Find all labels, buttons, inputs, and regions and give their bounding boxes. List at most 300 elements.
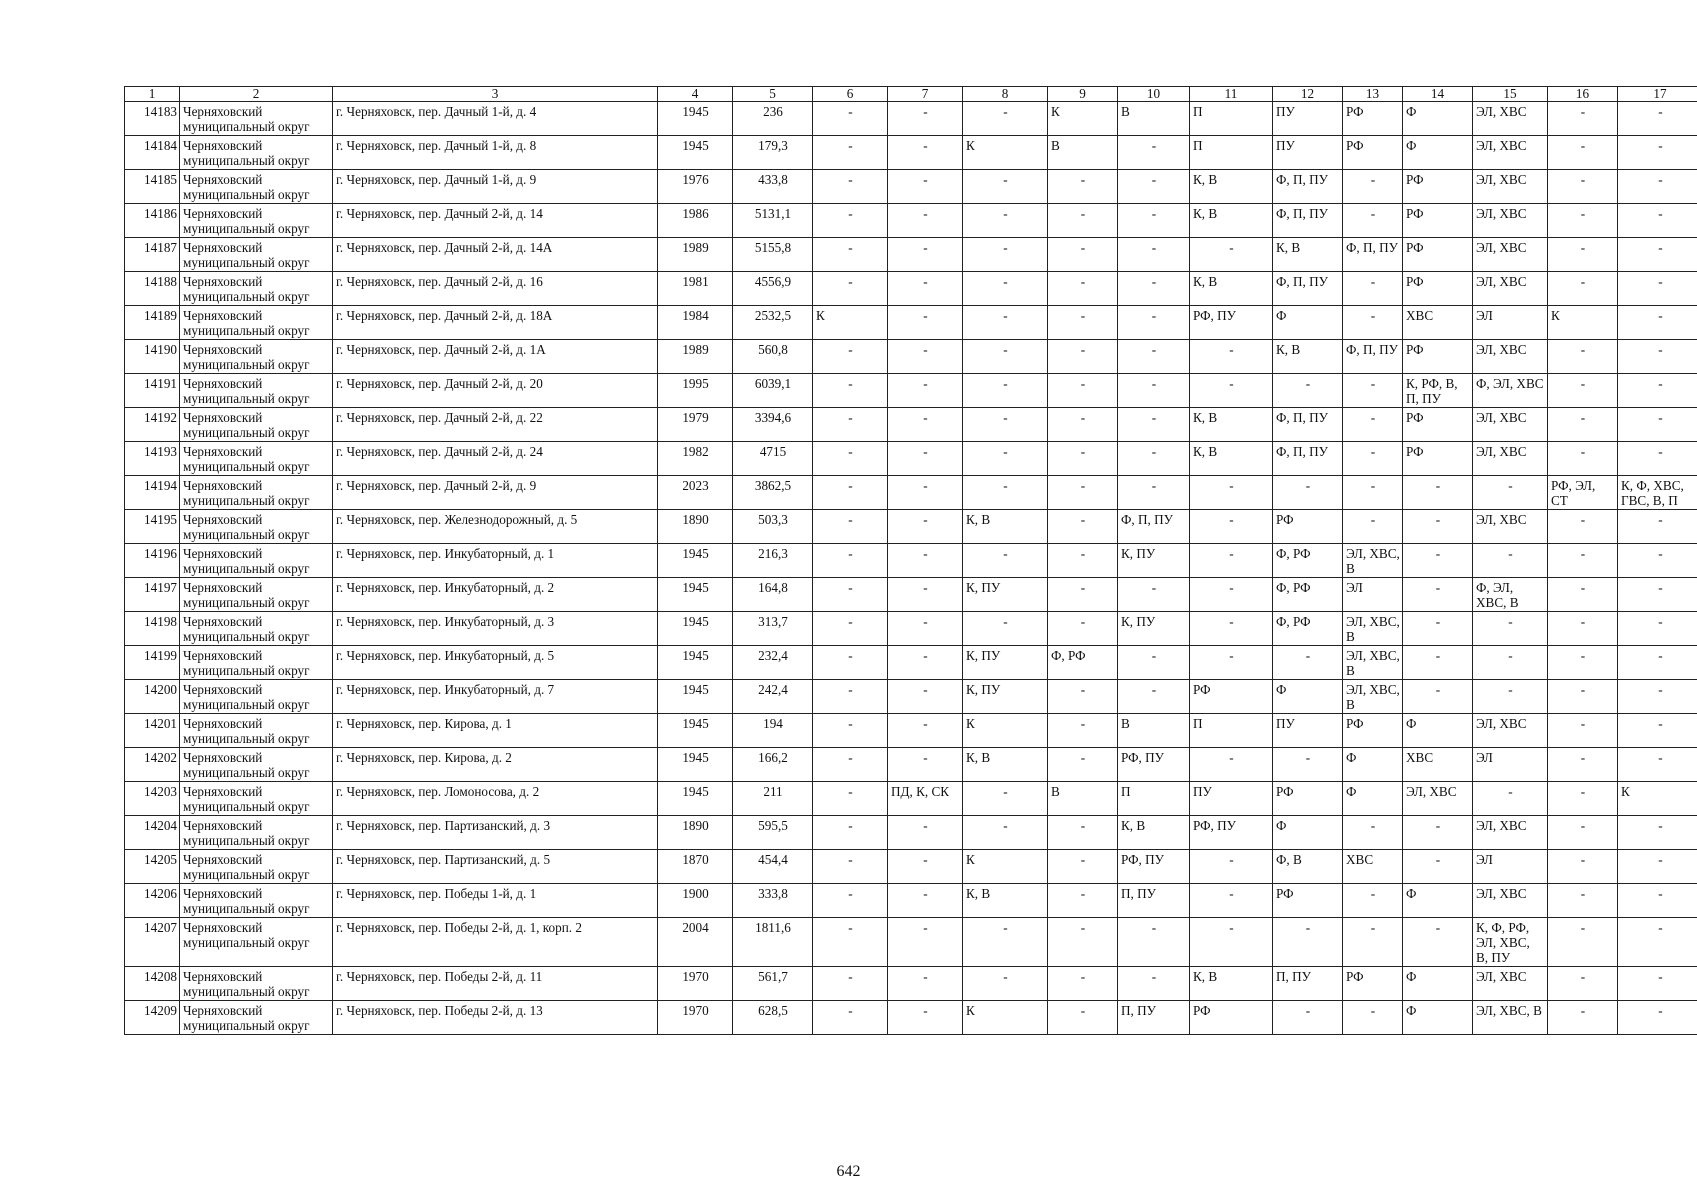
table-cell: ЭЛ, ХВС xyxy=(1473,272,1548,306)
table-cell: Ф xyxy=(1403,1001,1473,1035)
address-cell: г. Черняховск, пер. Дачный 2-й, д. 9 xyxy=(333,476,658,510)
table-cell: РФ xyxy=(1343,714,1403,748)
table-row xyxy=(125,408,1697,442)
table-cell: Ф xyxy=(1343,748,1403,782)
table-cell: - xyxy=(1190,374,1273,408)
table-cell: Ф xyxy=(1273,680,1343,714)
table-cell: - xyxy=(1618,204,1697,238)
table-cell: - xyxy=(963,967,1048,1001)
table-cell: - xyxy=(1618,272,1697,306)
table-cell: П xyxy=(1190,714,1273,748)
table-cell: - xyxy=(963,340,1048,374)
table-cell: ЭЛ, ХВС xyxy=(1473,136,1548,170)
table-cell: К, В xyxy=(1190,204,1273,238)
table-cell: ЭЛ, ХВС, В xyxy=(1343,646,1403,680)
table-cell: 2023 xyxy=(658,476,733,510)
address-cell: г. Черняховск, пер. Дачный 2-й, д. 14А xyxy=(333,238,658,272)
table-cell: В xyxy=(1048,136,1118,170)
address-cell: г. Черняховск, пер. Дачный 2-й, д. 1А xyxy=(333,340,658,374)
table-cell: - xyxy=(813,612,888,646)
table-row xyxy=(125,782,1697,816)
table-cell: - xyxy=(888,850,963,884)
table-cell: - xyxy=(1548,374,1618,408)
table-cell: - xyxy=(1190,884,1273,918)
table-cell: - xyxy=(1118,340,1190,374)
table-cell: - xyxy=(1618,850,1697,884)
table-cell: К xyxy=(1548,306,1618,340)
table-row xyxy=(125,476,1697,510)
table-cell: - xyxy=(813,714,888,748)
row-number-cell: 14185 xyxy=(125,170,180,204)
table-cell: - xyxy=(1273,918,1343,967)
table-cell: - xyxy=(1403,850,1473,884)
table-cell: К xyxy=(963,850,1048,884)
table-cell: 1945 xyxy=(658,578,733,612)
address-cell: г. Черняховск, пер. Дачный 2-й, д. 18А xyxy=(333,306,658,340)
header-cell: 8 xyxy=(963,87,1048,102)
table-cell: - xyxy=(1118,374,1190,408)
table-cell: - xyxy=(1473,612,1548,646)
table-cell: 232,4 xyxy=(733,646,813,680)
table-cell: 1811,6 xyxy=(733,918,813,967)
table-cell: - xyxy=(1343,816,1403,850)
table-cell: К, В xyxy=(1190,170,1273,204)
header-cell: 9 xyxy=(1048,87,1118,102)
table-cell: - xyxy=(1343,476,1403,510)
table-cell: - xyxy=(1048,476,1118,510)
row-number-cell: 14192 xyxy=(125,408,180,442)
table-cell: - xyxy=(1473,646,1548,680)
table-cell: - xyxy=(1403,816,1473,850)
table-cell: - xyxy=(813,340,888,374)
address-cell: г. Черняховск, пер. Победы 2-й, д. 11 xyxy=(333,967,658,1001)
table-cell: - xyxy=(813,510,888,544)
table-cell: Ф, РФ xyxy=(1273,578,1343,612)
table-cell: - xyxy=(1190,340,1273,374)
district-cell: Черняховский муниципальный округ xyxy=(180,850,333,884)
table-row xyxy=(125,102,1697,136)
table-cell: - xyxy=(1190,646,1273,680)
table-cell: ХВС xyxy=(1343,850,1403,884)
table-cell: П xyxy=(1190,102,1273,136)
row-number-cell: 14203 xyxy=(125,782,180,816)
table-cell: - xyxy=(963,204,1048,238)
table-cell: Ф, РФ xyxy=(1273,544,1343,578)
table-cell: - xyxy=(1403,612,1473,646)
table-cell: - xyxy=(1618,170,1697,204)
table-cell: Ф, ЭЛ, ХВС xyxy=(1473,374,1548,408)
table-cell: - xyxy=(1548,612,1618,646)
address-cell: г. Черняховск, пер. Ломоносова, д. 2 xyxy=(333,782,658,816)
table-cell: 1945 xyxy=(658,136,733,170)
row-number-cell: 14207 xyxy=(125,918,180,967)
table-cell: ЭЛ, ХВС xyxy=(1473,714,1548,748)
table-cell: - xyxy=(1190,918,1273,967)
table-cell: ЭЛ, ХВС xyxy=(1473,816,1548,850)
district-cell: Черняховский муниципальный округ xyxy=(180,748,333,782)
table-cell: К, В xyxy=(1273,238,1343,272)
table-cell: К, В xyxy=(963,510,1048,544)
district-cell: Черняховский муниципальный округ xyxy=(180,782,333,816)
table-cell: - xyxy=(1618,442,1697,476)
table-cell: 1945 xyxy=(658,748,733,782)
table-cell: - xyxy=(1548,170,1618,204)
district-cell: Черняховский муниципальный округ xyxy=(180,238,333,272)
table-cell: - xyxy=(1118,272,1190,306)
table-cell: - xyxy=(1048,204,1118,238)
table-cell: - xyxy=(888,476,963,510)
table-cell: - xyxy=(1343,884,1403,918)
table-cell: К, ПУ xyxy=(963,646,1048,680)
table-cell: - xyxy=(1048,340,1118,374)
table-cell: К, В xyxy=(1118,816,1190,850)
table-cell: - xyxy=(1548,850,1618,884)
table-cell: Ф xyxy=(1403,967,1473,1001)
table-cell: ЭЛ xyxy=(1473,306,1548,340)
row-number-cell: 14202 xyxy=(125,748,180,782)
district-cell: Черняховский муниципальный округ xyxy=(180,578,333,612)
table-cell: - xyxy=(1618,578,1697,612)
table-cell: РФ, ПУ xyxy=(1190,306,1273,340)
header-cell: 17 xyxy=(1618,87,1697,102)
table-cell: К, Ф, РФ, ЭЛ, ХВС, В, ПУ xyxy=(1473,918,1548,967)
table-cell: К, ПУ xyxy=(963,680,1048,714)
table-cell: Ф, ЭЛ, ХВС, В xyxy=(1473,578,1548,612)
table-row xyxy=(125,1001,1697,1035)
table-cell: К, В xyxy=(1273,340,1343,374)
row-number-cell: 14200 xyxy=(125,680,180,714)
row-number-cell: 14188 xyxy=(125,272,180,306)
table-cell: - xyxy=(813,884,888,918)
table-cell: - xyxy=(813,680,888,714)
table-cell: В xyxy=(1118,714,1190,748)
table-cell: Ф xyxy=(1403,102,1473,136)
table-cell: - xyxy=(888,136,963,170)
table-cell: ЭЛ, ХВС xyxy=(1473,510,1548,544)
table-cell: - xyxy=(1618,918,1697,967)
table-cell: 194 xyxy=(733,714,813,748)
table-cell: 2004 xyxy=(658,918,733,967)
table-row xyxy=(125,578,1697,612)
table-cell: - xyxy=(1618,340,1697,374)
table-cell: 5131,1 xyxy=(733,204,813,238)
table-cell: ЭЛ, ХВС, В xyxy=(1343,612,1403,646)
table-cell: ЭЛ, ХВС, В xyxy=(1343,680,1403,714)
row-number-cell: 14208 xyxy=(125,967,180,1001)
table-cell: - xyxy=(888,442,963,476)
district-cell: Черняховский муниципальный округ xyxy=(180,646,333,680)
table-cell: РФ xyxy=(1403,442,1473,476)
district-cell: Черняховский муниципальный округ xyxy=(180,102,333,136)
table-cell: - xyxy=(1618,136,1697,170)
table-cell: - xyxy=(1403,578,1473,612)
table-cell: - xyxy=(888,238,963,272)
row-number-cell: 14189 xyxy=(125,306,180,340)
table-cell: - xyxy=(1048,680,1118,714)
table-cell: - xyxy=(1190,748,1273,782)
header-cell: 13 xyxy=(1343,87,1403,102)
table-cell: 1989 xyxy=(658,238,733,272)
table-cell: Ф xyxy=(1403,884,1473,918)
table-cell: К, Ф, ХВС, ГВС, В, П xyxy=(1618,476,1697,510)
table-cell: Ф, П, ПУ xyxy=(1273,272,1343,306)
table-cell: РФ xyxy=(1343,967,1403,1001)
table-cell: - xyxy=(1548,238,1618,272)
address-cell: г. Черняховск, пер. Победы 2-й, д. 1, корп. 2 xyxy=(333,918,658,967)
table-cell: ПД, К, СК xyxy=(888,782,963,816)
table-cell: - xyxy=(1048,884,1118,918)
district-cell: Черняховский муниципальный округ xyxy=(180,306,333,340)
table-cell: - xyxy=(813,850,888,884)
table-cell: - xyxy=(813,816,888,850)
table-cell: К xyxy=(963,1001,1048,1035)
district-cell: Черняховский муниципальный округ xyxy=(180,714,333,748)
table-cell: - xyxy=(1548,408,1618,442)
district-cell: Черняховский муниципальный округ xyxy=(180,408,333,442)
table-cell: - xyxy=(1618,967,1697,1001)
table-row xyxy=(125,510,1697,544)
table-cell: - xyxy=(1048,1001,1118,1035)
table-cell: РФ xyxy=(1190,680,1273,714)
table-cell: - xyxy=(963,374,1048,408)
table-cell: - xyxy=(813,578,888,612)
table-cell: Ф, П, ПУ xyxy=(1273,170,1343,204)
table-cell: Ф xyxy=(1403,136,1473,170)
table-row xyxy=(125,544,1697,578)
table-cell: - xyxy=(963,170,1048,204)
table-cell: - xyxy=(888,170,963,204)
table-cell: - xyxy=(963,102,1048,136)
table-cell: 1976 xyxy=(658,170,733,204)
table-cell: 1890 xyxy=(658,816,733,850)
table-cell: - xyxy=(1118,578,1190,612)
table-cell: К xyxy=(963,136,1048,170)
row-number-cell: 14194 xyxy=(125,476,180,510)
table-cell: 236 xyxy=(733,102,813,136)
table-cell: - xyxy=(888,204,963,238)
table-cell: - xyxy=(1548,102,1618,136)
table-cell: 3862,5 xyxy=(733,476,813,510)
header-cell: 4 xyxy=(658,87,733,102)
table-cell: ПУ xyxy=(1273,714,1343,748)
table-cell: К xyxy=(1048,102,1118,136)
table-cell: 4715 xyxy=(733,442,813,476)
table-cell: - xyxy=(1118,918,1190,967)
table-cell: К, В xyxy=(963,748,1048,782)
table-cell: - xyxy=(888,306,963,340)
table-cell: ЭЛ, ХВС xyxy=(1473,884,1548,918)
table-cell: П xyxy=(1190,136,1273,170)
table-cell: ЭЛ, ХВС xyxy=(1473,102,1548,136)
table-cell: ЭЛ, ХВС xyxy=(1473,442,1548,476)
table-cell: - xyxy=(1618,544,1697,578)
table-cell: Ф xyxy=(1273,816,1343,850)
table-cell: - xyxy=(1548,748,1618,782)
district-cell: Черняховский муниципальный округ xyxy=(180,272,333,306)
table-cell: 1970 xyxy=(658,967,733,1001)
table-cell: - xyxy=(813,374,888,408)
table-row xyxy=(125,374,1697,408)
table-cell: ПУ xyxy=(1273,136,1343,170)
table-cell: - xyxy=(1548,136,1618,170)
table-cell: - xyxy=(1548,816,1618,850)
table-cell: РФ xyxy=(1273,884,1343,918)
district-cell: Черняховский муниципальный округ xyxy=(180,1001,333,1035)
table-row xyxy=(125,170,1697,204)
table-cell: - xyxy=(1343,170,1403,204)
district-cell: Черняховский муниципальный округ xyxy=(180,510,333,544)
table-row xyxy=(125,646,1697,680)
table-cell: - xyxy=(1548,204,1618,238)
table-cell: 1986 xyxy=(658,204,733,238)
district-cell: Черняховский муниципальный округ xyxy=(180,204,333,238)
table-cell: К xyxy=(813,306,888,340)
table-cell: - xyxy=(888,967,963,1001)
table-cell: - xyxy=(888,714,963,748)
row-number-cell: 14206 xyxy=(125,884,180,918)
table-row xyxy=(125,816,1697,850)
table-cell: - xyxy=(1048,748,1118,782)
row-number-cell: 14195 xyxy=(125,510,180,544)
table-cell: - xyxy=(1048,374,1118,408)
table-cell: - xyxy=(963,476,1048,510)
address-cell: г. Черняховск, пер. Инкубаторный, д. 1 xyxy=(333,544,658,578)
table-cell: - xyxy=(1048,306,1118,340)
table-cell: ЭЛ, ХВС xyxy=(1473,170,1548,204)
address-cell: г. Черняховск, пер. Инкубаторный, д. 5 xyxy=(333,646,658,680)
table-cell: - xyxy=(888,884,963,918)
table-cell: - xyxy=(1190,578,1273,612)
address-cell: г. Черняховск, пер. Кирова, д. 2 xyxy=(333,748,658,782)
table-cell: - xyxy=(1403,646,1473,680)
table-cell: ЭЛ, ХВС, В xyxy=(1343,544,1403,578)
header-cell: 12 xyxy=(1273,87,1343,102)
table-cell: К, В xyxy=(1190,272,1273,306)
table-cell: - xyxy=(1618,680,1697,714)
table-cell: - xyxy=(1618,102,1697,136)
header-cell: 14 xyxy=(1403,87,1473,102)
table-cell: 216,3 xyxy=(733,544,813,578)
table-cell: ЭЛ, ХВС xyxy=(1473,967,1548,1001)
table-cell: - xyxy=(1048,238,1118,272)
table-cell: Ф, П, ПУ xyxy=(1343,340,1403,374)
address-cell: г. Черняховск, пер. Партизанский, д. 5 xyxy=(333,850,658,884)
address-cell: г. Черняховск, пер. Дачный 1-й, д. 4 xyxy=(333,102,658,136)
table-cell: 1870 xyxy=(658,850,733,884)
header-cell: 5 xyxy=(733,87,813,102)
table-cell: 6039,1 xyxy=(733,374,813,408)
address-cell: г. Черняховск, пер. Дачный 1-й, д. 9 xyxy=(333,170,658,204)
table-cell: ЭЛ, ХВС xyxy=(1473,340,1548,374)
table-cell: - xyxy=(1048,544,1118,578)
table-cell: - xyxy=(1548,646,1618,680)
table-cell: - xyxy=(813,544,888,578)
row-number-cell: 14199 xyxy=(125,646,180,680)
table-cell: - xyxy=(963,442,1048,476)
table-cell: - xyxy=(888,918,963,967)
table-cell: - xyxy=(1618,1001,1697,1035)
table-cell: П, ПУ xyxy=(1118,1001,1190,1035)
table-row xyxy=(125,748,1697,782)
district-cell: Черняховский муниципальный округ xyxy=(180,476,333,510)
table-cell: 1945 xyxy=(658,646,733,680)
table-cell: - xyxy=(813,136,888,170)
table-cell: 3394,6 xyxy=(733,408,813,442)
row-number-cell: 14204 xyxy=(125,816,180,850)
table-cell: - xyxy=(1118,136,1190,170)
table-cell: К, РФ, В, П, ПУ xyxy=(1403,374,1473,408)
table-cell: - xyxy=(1473,680,1548,714)
table-cell: К, ПУ xyxy=(1118,612,1190,646)
district-cell: Черняховский муниципальный округ xyxy=(180,680,333,714)
table-cell: В xyxy=(1118,102,1190,136)
table-cell: 1945 xyxy=(658,544,733,578)
row-number-cell: 14186 xyxy=(125,204,180,238)
district-cell: Черняховский муниципальный округ xyxy=(180,442,333,476)
table-cell: 1979 xyxy=(658,408,733,442)
registry-table xyxy=(124,86,1697,1035)
table-cell: 1890 xyxy=(658,510,733,544)
table-cell: - xyxy=(1190,510,1273,544)
table-cell: 179,3 xyxy=(733,136,813,170)
table-cell: К, ПУ xyxy=(963,578,1048,612)
table-cell: 1945 xyxy=(658,782,733,816)
table-cell: - xyxy=(813,238,888,272)
table-cell: - xyxy=(813,918,888,967)
table-cell: Ф, П, ПУ xyxy=(1273,408,1343,442)
district-cell: Черняховский муниципальный округ xyxy=(180,170,333,204)
table-cell: - xyxy=(1548,714,1618,748)
table-cell: ЭЛ, ХВС xyxy=(1473,238,1548,272)
table-cell: - xyxy=(1618,748,1697,782)
table-cell: К, В xyxy=(963,884,1048,918)
table-cell: 1945 xyxy=(658,102,733,136)
table-cell: 560,8 xyxy=(733,340,813,374)
table-cell: - xyxy=(1048,612,1118,646)
table-cell: - xyxy=(888,612,963,646)
table-cell: 433,8 xyxy=(733,170,813,204)
table-cell: - xyxy=(1048,850,1118,884)
table-cell: - xyxy=(1343,306,1403,340)
table-cell: - xyxy=(888,578,963,612)
table-cell: - xyxy=(1048,408,1118,442)
table-row xyxy=(125,340,1697,374)
table-cell: - xyxy=(1118,238,1190,272)
table-cell: - xyxy=(813,408,888,442)
district-cell: Черняховский муниципальный округ xyxy=(180,340,333,374)
header-cell: 15 xyxy=(1473,87,1548,102)
table-cell: РФ, ПУ xyxy=(1118,748,1190,782)
table-cell: - xyxy=(1343,510,1403,544)
table-cell: РФ, ПУ xyxy=(1118,850,1190,884)
table-row xyxy=(125,850,1697,884)
row-number-cell: 14201 xyxy=(125,714,180,748)
table-cell: - xyxy=(1403,918,1473,967)
table-cell: - xyxy=(888,102,963,136)
registry-table-container xyxy=(124,86,1682,1035)
table-cell: - xyxy=(888,748,963,782)
table-cell: - xyxy=(888,1001,963,1035)
table-cell: - xyxy=(1118,967,1190,1001)
table-cell: - xyxy=(1118,204,1190,238)
table-cell: - xyxy=(813,748,888,782)
table-cell: - xyxy=(1118,442,1190,476)
district-cell: Черняховский муниципальный округ xyxy=(180,884,333,918)
table-cell: ЭЛ xyxy=(1343,578,1403,612)
table-cell: К, В xyxy=(1190,442,1273,476)
table-cell: - xyxy=(1273,748,1343,782)
table-cell: 1900 xyxy=(658,884,733,918)
